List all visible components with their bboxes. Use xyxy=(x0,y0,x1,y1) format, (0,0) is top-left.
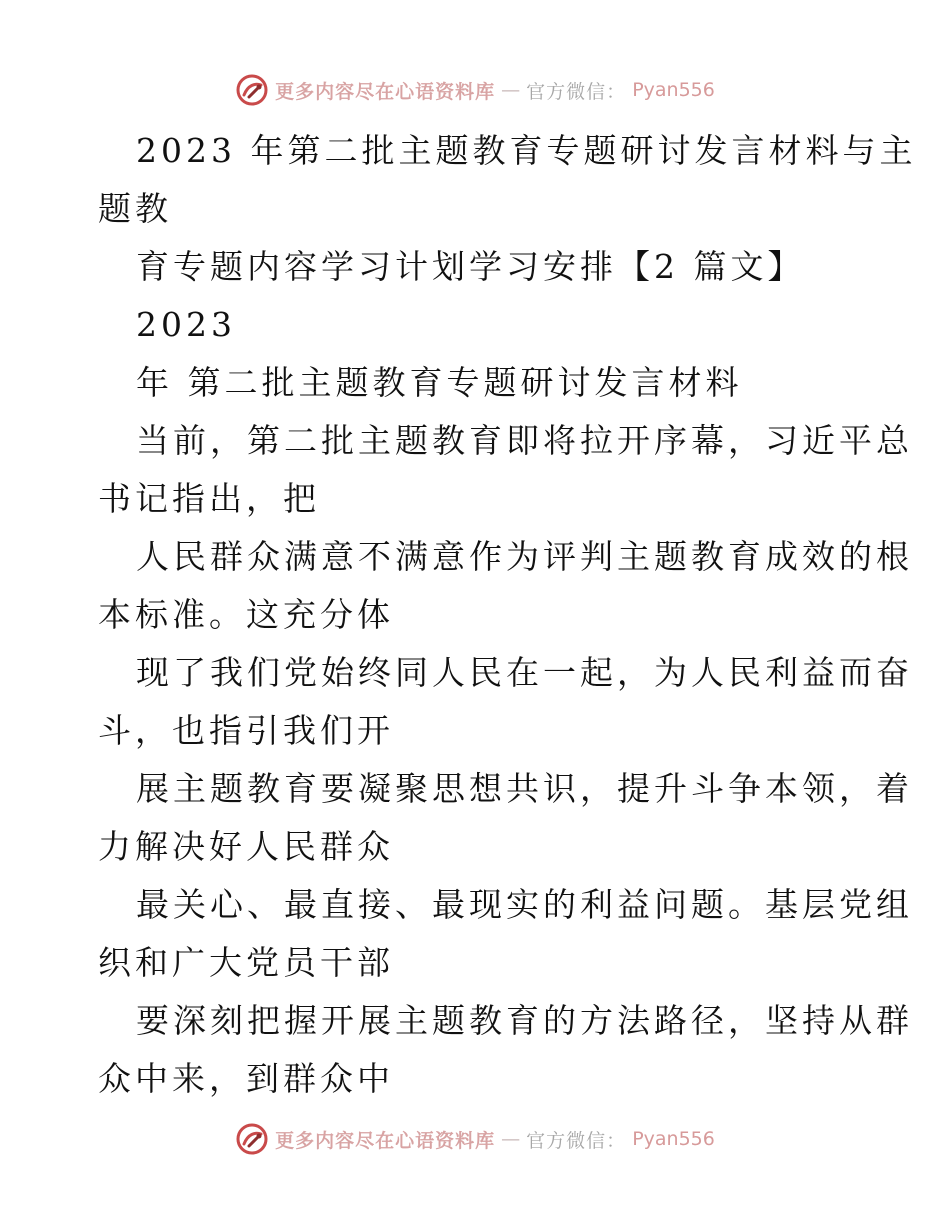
paragraph-line: 书记指出，把 xyxy=(98,479,320,518)
watermark-separator: — xyxy=(501,1128,521,1150)
paragraph-line: 当前，第二批主题教育即将拉开序幕，习近平总 xyxy=(136,421,913,460)
title-line-1: 2023 年第二批主题教育专题研讨发言材料与主 xyxy=(136,131,917,170)
paragraph-line: 要深刻把握开展主题教育的方法路径，坚持从群 xyxy=(136,1001,913,1040)
paragraph-line: 人民群众满意不满意作为评判主题教育成效的根 xyxy=(136,537,913,576)
paragraph-line: 本标准。这充分体 xyxy=(98,595,394,634)
watermark-main-text: 更多内容尽在心语资料库 xyxy=(275,1129,496,1152)
watermark-separator: — xyxy=(501,79,521,101)
subtitle-line: 年 第二批主题教育专题研讨发言材料 xyxy=(136,363,743,402)
watermark-main-text: 更多内容尽在心语资料库 xyxy=(275,80,496,103)
logo-icon xyxy=(235,73,269,107)
paragraph-line: 最关心、最直接、最现实的利益问题。基层党组 xyxy=(136,885,913,924)
paragraph-line: 众中来，到群众中 xyxy=(98,1059,394,1098)
watermark-id: Pyan556 xyxy=(632,1128,715,1150)
watermark-label: 官方微信： xyxy=(526,80,627,103)
watermark-label: 官方微信： xyxy=(526,1129,627,1152)
watermark-id: Pyan556 xyxy=(632,79,715,101)
header-watermark xyxy=(0,72,950,108)
document-body xyxy=(98,122,917,1108)
paragraph-line: 现了我们党始终同人民在一起，为人民利益而奋 xyxy=(136,653,913,692)
title-line-3: 育专题内容学习计划学习安排【2 篇文】 xyxy=(136,247,805,286)
paragraph-line: 斗，也指引我们开 xyxy=(98,711,394,750)
year-line: 2023 xyxy=(136,305,236,344)
logo-icon xyxy=(235,1122,269,1156)
paragraph-line: 展主题教育要凝聚思想共识，提升斗争本领，着 xyxy=(136,769,913,808)
paragraph-line: 织和广大党员干部 xyxy=(98,943,394,982)
footer-watermark xyxy=(0,1121,950,1157)
title-line-2: 题教 xyxy=(98,189,172,228)
paragraph-line: 力解决好人民群众 xyxy=(98,827,394,866)
